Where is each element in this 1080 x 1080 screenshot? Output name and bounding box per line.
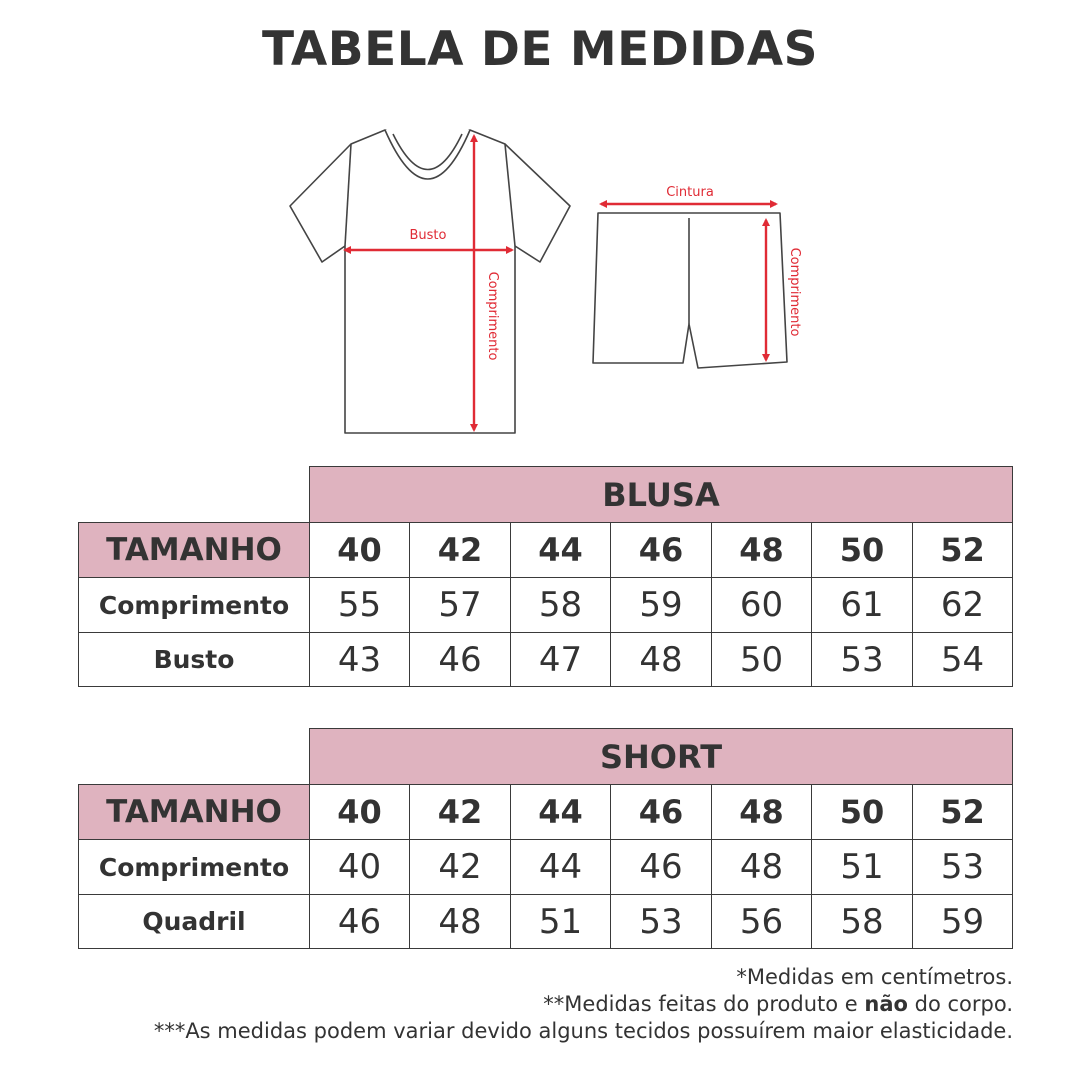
size-header: 46 [611, 523, 712, 578]
footnote-text: **Medidas feitas do produto e [543, 992, 865, 1016]
table-row [79, 578, 1013, 633]
size-header: 40 [310, 785, 410, 840]
measure-cell: 40 [310, 840, 410, 895]
measure-cell: 44 [511, 840, 611, 895]
measure-cell: 58 [511, 578, 611, 633]
blusa-size-table [78, 466, 1013, 687]
row-label: Busto [79, 633, 310, 687]
cintura-label: Cintura [666, 185, 714, 200]
measure-cell: 48 [611, 633, 712, 687]
shirt-comprimento-label: Comprimento [485, 271, 500, 361]
measure-cell: 57 [410, 578, 511, 633]
short-comprimento-label: Comprimento [787, 247, 802, 337]
footnotes [154, 964, 1013, 1045]
size-header: 46 [611, 785, 712, 840]
footnote-text: do corpo. [907, 992, 1013, 1016]
measure-cell: 58 [812, 895, 913, 949]
measure-cell: 59 [611, 578, 712, 633]
measure-cell: 50 [712, 633, 812, 687]
measure-cell: 51 [812, 840, 913, 895]
measure-cell: 51 [511, 895, 611, 949]
size-header: 52 [913, 523, 1013, 578]
measure-cell: 46 [611, 840, 712, 895]
size-label: TAMANHO [79, 785, 310, 840]
size-header: 50 [812, 523, 913, 578]
busto-label: Busto [409, 228, 447, 243]
tshirt-drawing [290, 130, 570, 433]
size-header: 44 [511, 785, 611, 840]
row-label: Comprimento [79, 840, 310, 895]
measure-cell: 56 [712, 895, 812, 949]
footnote-product-measure [154, 991, 1013, 1018]
measure-cell: 59 [913, 895, 1013, 949]
short-drawing [593, 213, 787, 368]
size-header: 50 [812, 785, 913, 840]
measure-cell: 46 [410, 633, 511, 687]
garment-illustration [0, 0, 1080, 460]
footnote-elasticity: ***As medidas podem variar devido alguns tecidos possuírem maior elasticidade. [153, 1019, 1013, 1043]
size-header: 42 [410, 523, 511, 578]
measure-cell: 61 [812, 578, 913, 633]
table-row [79, 895, 1013, 949]
size-header: 48 [712, 785, 812, 840]
measure-cell: 48 [712, 840, 812, 895]
row-label: Quadril [79, 895, 310, 949]
blusa-table-title: BLUSA [310, 467, 1013, 523]
measure-cell: 47 [511, 633, 611, 687]
measure-cell: 55 [310, 578, 410, 633]
footnote-emphasis: não [864, 992, 908, 1016]
size-label: TAMANHO [79, 523, 310, 578]
measure-cell: 60 [712, 578, 812, 633]
footnote-units: *Medidas em centímetros. [736, 965, 1013, 989]
measure-cell: 42 [410, 840, 511, 895]
size-header: 42 [410, 785, 511, 840]
size-header: 48 [712, 523, 812, 578]
page-title: TABELA DE MEDIDAS [262, 22, 818, 77]
measure-cell: 48 [410, 895, 511, 949]
measure-cell: 53 [611, 895, 712, 949]
size-header: 40 [310, 523, 410, 578]
size-header: 52 [913, 785, 1013, 840]
table-row [79, 633, 1013, 687]
table-row [79, 840, 1013, 895]
measure-cell: 43 [310, 633, 410, 687]
measure-cell: 46 [310, 895, 410, 949]
short-table-title: SHORT [310, 729, 1013, 785]
row-label: Comprimento [79, 578, 310, 633]
measure-cell: 62 [913, 578, 1013, 633]
short-size-table [78, 728, 1013, 949]
measure-cell: 54 [913, 633, 1013, 687]
measure-cell: 53 [812, 633, 913, 687]
measure-cell: 53 [913, 840, 1013, 895]
size-header: 44 [511, 523, 611, 578]
